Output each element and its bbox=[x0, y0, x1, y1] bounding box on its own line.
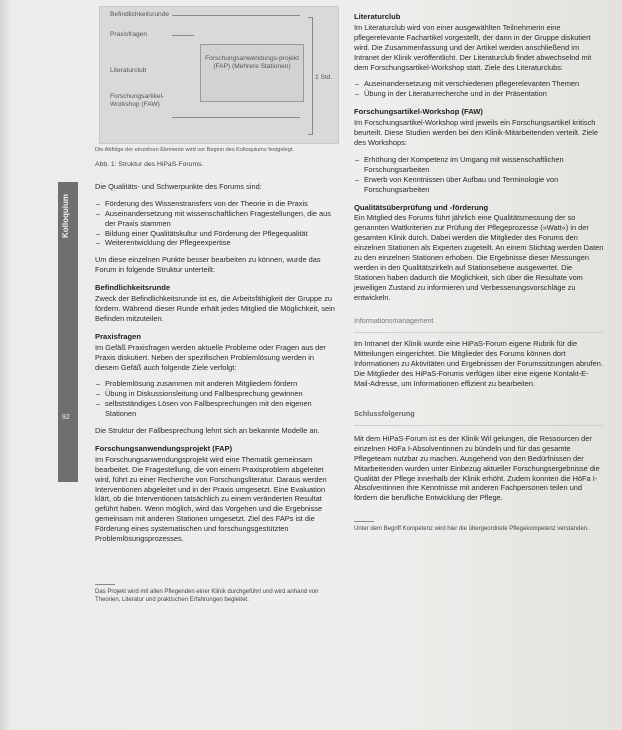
paragraph-praxisfragen: Im Gefäß Praxisfragen werden aktuelle Probleme oder Fragen aus der Praxis diskutiert. Neben der spezifischen Problemlösung werden in diesem Gefäß auch folgende Ziele verfolgt: bbox=[95, 342, 326, 372]
figure-brace bbox=[308, 17, 313, 135]
list-item: – Bildung einer Qualitätskultur und Förderung der Pflegequalität bbox=[105, 229, 338, 239]
heading-literaturclub: Literaturclub bbox=[354, 12, 401, 21]
paragraph-informationsmanagement: Im Intranet der Klinik wurde eine HiPaS-Forum eigene Rubrik für die Mitteilungen eingerichtet. Die Mitglieder des Forums können dort Informationen zu Aktivitäten und Ergebnissen der Forumssitzungen abrufen. Die Mitglieder des HiPaS-Forums verfügen über eine eigene Kontakt-E-Mail-Adresse, um Informationen effizient zu bearbeiten. bbox=[354, 339, 603, 389]
list-item: – Übung in der Literaturrecherche und in der Präsentation bbox=[364, 89, 604, 99]
list-item: – Problemlösung zusammen mit anderen Mitgliedern fördern bbox=[105, 379, 338, 389]
heading-praxisfragen: Praxisfragen bbox=[95, 331, 142, 341]
paragraph-faw: Im Forschungsartikel-Workshop wird jeweils ein Forschungsartikel kritisch beurteilt. Diese Studien werden bei den Klinik-Mitarbeitenden verteilt. Ziele des Workshops: bbox=[354, 118, 599, 147]
section-tab-label: Kolloquium bbox=[61, 194, 70, 238]
structure-figure bbox=[99, 6, 339, 144]
left-footnote: Das Projekt wird mit allen Pflegenden einer Klinik durchgeführt und wird anhand von Theorien, Literatur und praktischen Erfahrungen begleitet. bbox=[95, 589, 319, 603]
figure-footnote: Die Abfolge der einzelnen Elemente wird vor Beginn des Kolloquiums festgelegt. bbox=[95, 147, 295, 153]
right-footnote: Unter dem Begriff Kompetenz wird hier die übergeordnete Pflegekompetenz verstanden. bbox=[354, 526, 589, 533]
figure-total-time: 1 Std. bbox=[315, 74, 333, 81]
heading-schlussfolgerung: Schlussfolgerung bbox=[354, 409, 604, 426]
intro-text: Die Qualitäts- und Schwerpunkte des Forums sind: bbox=[95, 181, 262, 191]
list-item: – Auseinandersetzung mit wissenschaftlichen Fragestellungen, die aus der Praxis stammen bbox=[105, 209, 338, 229]
paragraph-qualitaet: Ein Mitglied des Forums führt jährlich eine Qualitätsmessung der so genannten Wattkriterien zur Prüfung der Pflegeprozesse (»Watt«) in der gesamten Klinik durch. Dabei werden die Mitglieder des Forums den einzelnen Stationen als Experten zugeteilt. An einem Stichtag werden Daten zu den einzelnen Stationen erhoben. Die Ergebnisse dieser Messungen werden in den Qualitätszirkeln auf Stationsebene ausgewertet. Die Stationen haben dadurch die Möglichkeit, sich über die Resultate vom jeweiligen Zustand zu informieren und Verbesserungsvorschläge zu entwickeln. bbox=[354, 213, 604, 302]
figure-row: Forschungsartikel-Workshop (FAW) bbox=[110, 93, 165, 108]
list-item: – Förderung des Wissenstransfers von der Theorie in die Praxis bbox=[105, 199, 338, 209]
heading-informationsmanagement: Informationsmanagement bbox=[354, 317, 604, 334]
section-tab bbox=[58, 182, 78, 482]
intro-after-text: Um diese einzelnen Punkte besser bearbeiten zu können, wurde das Forum in folgende Struktur unterteilt: bbox=[95, 255, 321, 275]
heading-faw: Forschungsartikel-Workshop (FAW) bbox=[354, 107, 483, 117]
figure-caption: Abb. 1: Struktur des HiPaS-Forums. bbox=[95, 161, 204, 168]
list-item: – selbstständiges Lösen von Fallbesprechungen mit den eigenen Stationen bbox=[105, 399, 338, 419]
figure-row: Praxisfragen bbox=[110, 31, 148, 38]
praxis-after-text: Die Struktur der Fallbesprechung lehnt sich an bekannte Modelle an. bbox=[95, 426, 320, 436]
footnote-rule bbox=[354, 521, 374, 522]
list-item: – Erhöhung der Kompetenz im Umgang mit wissenschaftlichen Forschungsarbeiten bbox=[364, 155, 604, 175]
list-item: – Übung in Diskussionsleitung und Fallbesprechung gewinnen bbox=[105, 389, 338, 399]
list-item: – Weiterentwicklung der Pflegeexpertise bbox=[105, 238, 338, 248]
heading-befindlichkeitsrunde: Befindlichkeitsrunde bbox=[95, 283, 171, 293]
list-item: – Auseinandersetzung mit verschiedenen pflegerelevanten Themen bbox=[364, 79, 604, 89]
paragraph-literaturclub: Im Literaturclub wird von einer ausgewählten Teilnehmerin eine pflegerelevante Fachartikel vorgestellt, der dann in der Gruppe diskutiert wird. Die Zusammenfassung und der Artikel werden anschließend im Intranet der Klinik veröffentlicht. Der Literaturclub findet abwechselnd mit dem Forschungsartikel-Workshop statt. Ziele des Literaturclubs: bbox=[354, 22, 592, 72]
heading-fap: Forschungsanwendungsprojekt (FAP) bbox=[95, 443, 233, 453]
literaturclub-list bbox=[354, 79, 604, 99]
praxis-list bbox=[95, 379, 338, 419]
figure-divider bbox=[172, 15, 300, 16]
heading-qualitaet: Qualitätsüberprüfung und -förderung bbox=[354, 202, 489, 212]
intro-list bbox=[95, 199, 338, 249]
figure-divider bbox=[172, 117, 300, 118]
figure-project-box: Forschungsanwendungs-projekt (FAP) (Mehrere Stationen) bbox=[200, 44, 304, 102]
footnote-rule bbox=[95, 584, 115, 585]
faw-list bbox=[354, 155, 604, 195]
figure-divider bbox=[172, 35, 194, 36]
figure-row: Literaturclub bbox=[110, 67, 147, 74]
left-column bbox=[95, 6, 338, 604]
paragraph-befindlichkeitsrunde: Zweck der Befindlichkeitsrunde ist es, die Arbeitsfähigkeit der Gruppe zu fördern. Während dieser Runde erhält jedes Mitglied die Möglichkeit, sein Befinden mitzuteilen. bbox=[95, 294, 335, 323]
right-column bbox=[354, 12, 604, 534]
page-number: 92 bbox=[62, 414, 70, 421]
paragraph-schlussfolgerung: Mit dem HiPaS-Forum ist es der Klinik Wil gelungen, die Ressourcen der einzelnen HöFa I-Absolventinnen zu bündeln und für das gesamte Pflegeteam nutzbar zu machen. Ausgehend von den Bedürfnissen der Mitarbeitenden wurden unter Einbezug aktueller Forschungsergebnisse die Qualität der Pflege innerhalb der Klinik erhöht. Zudem konnten die HöFa I-Absolventinnen ihre Kenntnisse mit anderen Fachpersonen teilen und fördern die berufliche Entwicklung der Pflege. bbox=[354, 433, 600, 503]
paragraph-fap: Im Forschungsanwendungsprojekt wird eine Thematik gemeinsam bearbeitet. Die Fragestellung, die von einem Praxisproblem abgeleitet wird, führt zu einer Recherche von Forschungsliteratur. Daraus werden Interventionen abgeleitet und in der Praxis umgesetzt. Eine Evaluation klärt, ob die Interventionen tatsächlich zu einem veränderten Resultat geführt haben. Wenn möglich, wird das Vorgehen und die Ergebnisse gemeinsam mit anderen Stationen umgesetzt. Ziel des FAPs ist die Förderung eines systematischen und forschungsgestützten Problemlösungsprozesses. bbox=[95, 454, 327, 544]
list-item: – Erwerb von Kenntnissen über Aufbau und Terminologie von Forschungsarbeiten bbox=[364, 175, 604, 195]
figure-row: Befindlichkeitsrunde bbox=[110, 11, 170, 18]
